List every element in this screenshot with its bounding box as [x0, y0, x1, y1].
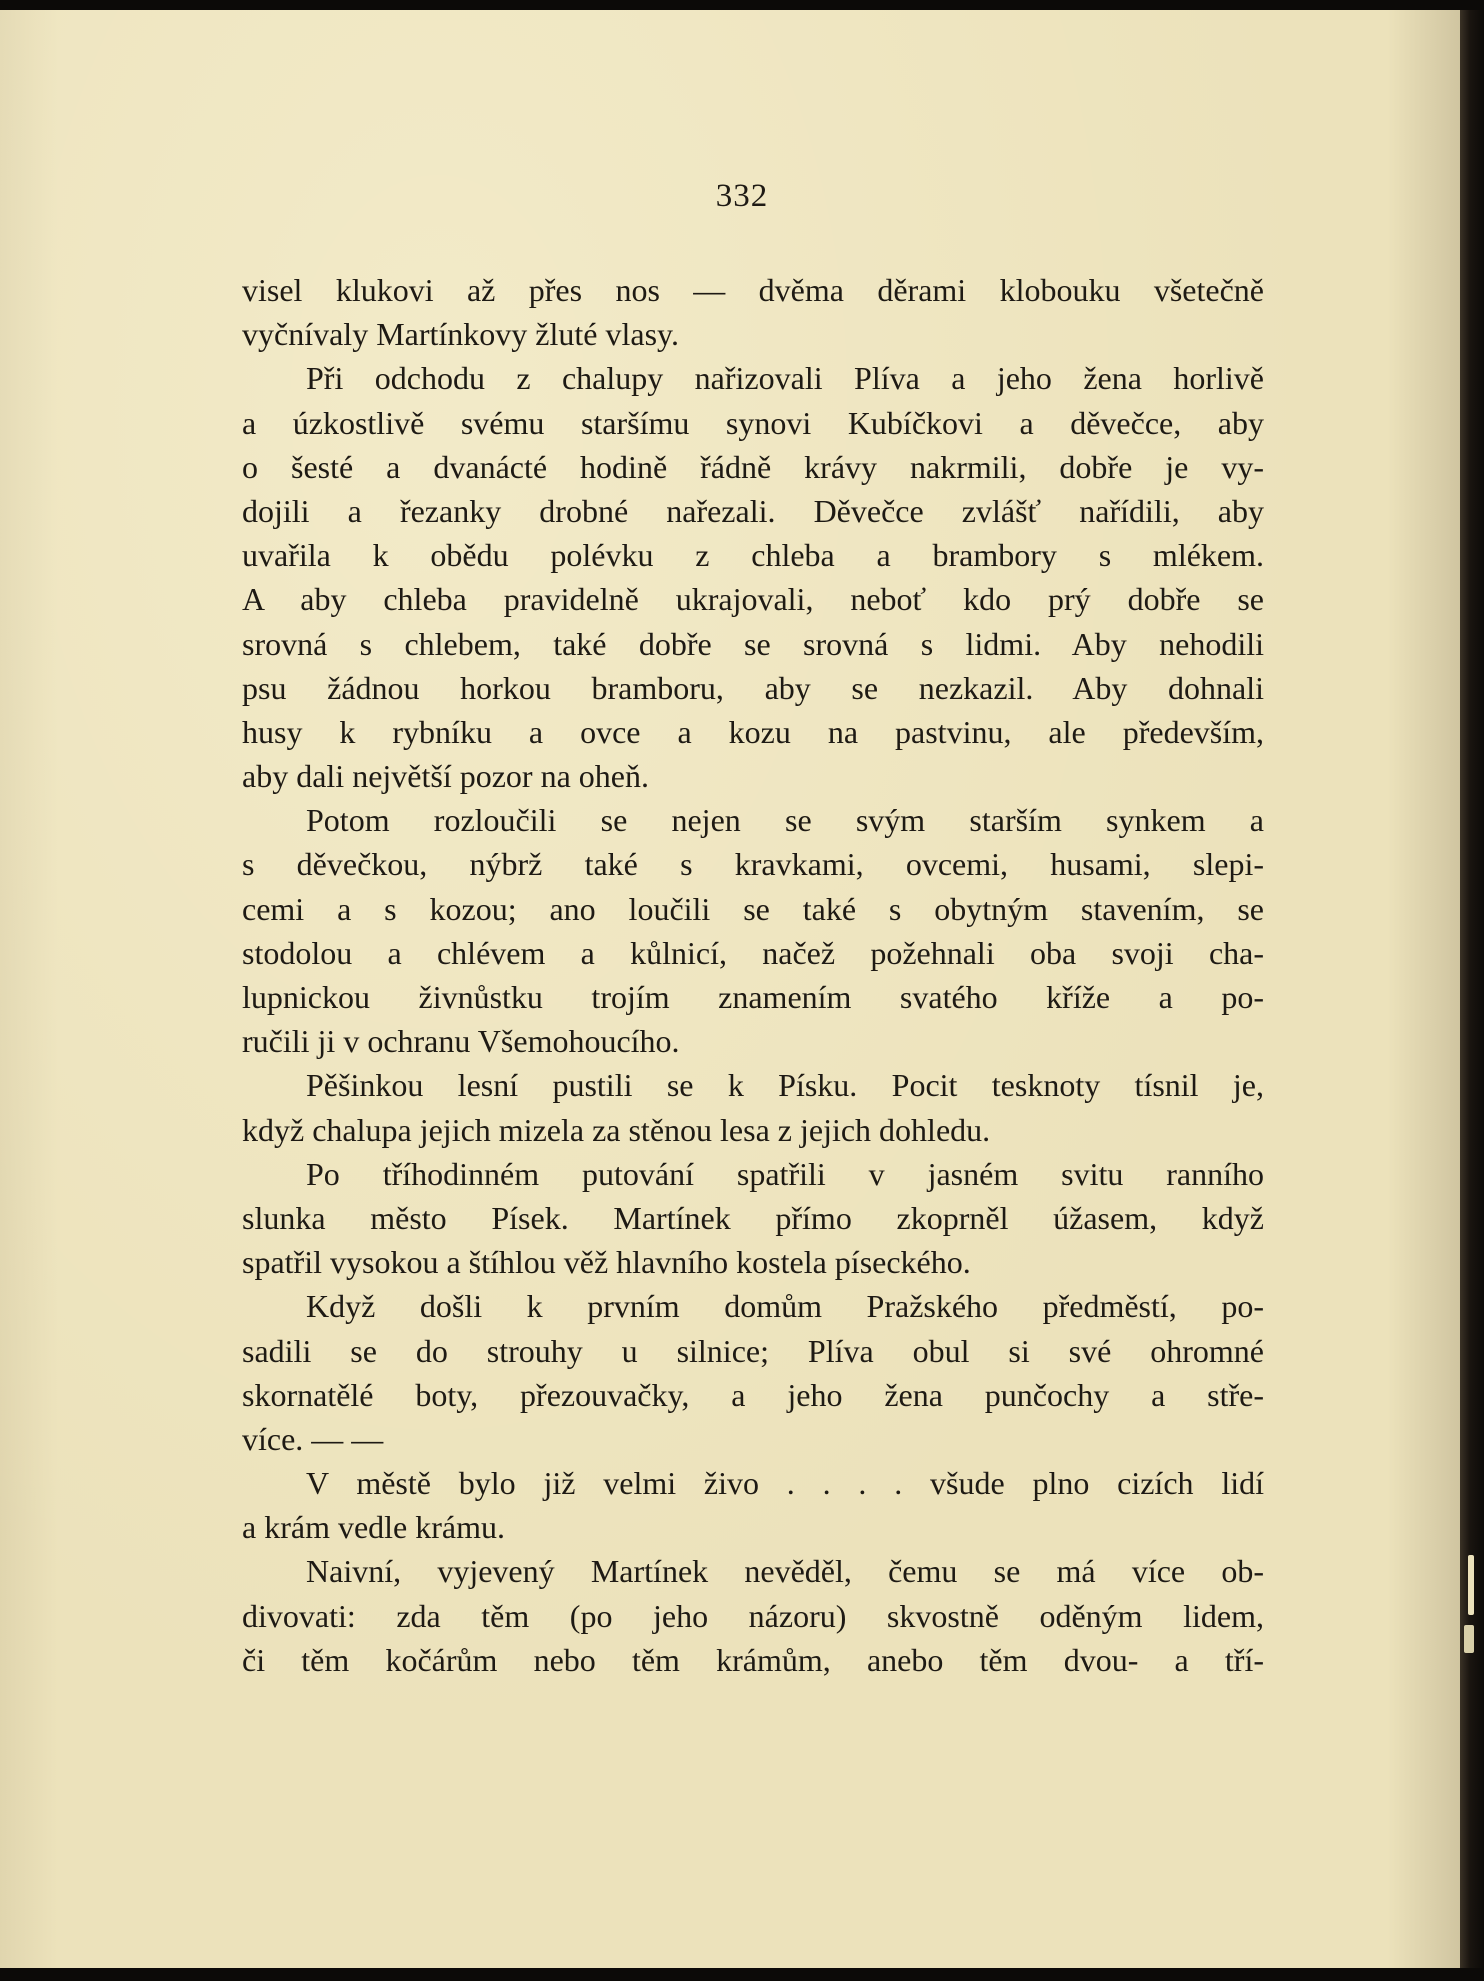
text-line: a krám vedle krámu.	[242, 1509, 505, 1546]
text-line: ručili ji v ochranu Všemohoucího.	[242, 1023, 680, 1060]
book-page	[0, 10, 1460, 1968]
text-line: a úzkostlivě svému staršímu synovi Kubíčkovi a děvečce, aby	[242, 404, 1264, 441]
text-line: více. — —	[242, 1420, 384, 1457]
text-line: či těm kočárům nebo těm krámům, anebo těm dvou- a tří-	[242, 1641, 1264, 1678]
text-line: sadili se do strouhy u silnice; Plíva obul si své ohromné	[242, 1332, 1264, 1369]
text-line: když chalupa jejich mizela za stěnou lesa z jejich dohledu.	[242, 1111, 991, 1148]
text-line: Naivní, vyjevený Martínek nevěděl, čemu se má více ob-	[306, 1553, 1264, 1590]
edge-mark	[1464, 1625, 1474, 1653]
text-line: Pěšinkou lesní pustili se k Písku. Pocit tesknoty tísnil je,	[306, 1067, 1264, 1104]
body-text	[242, 268, 1264, 1682]
text-line: cemi a s kozou; ano loučili se také s obytným stavením, se	[242, 890, 1264, 927]
text-line: Když došli k prvním domům Pražského předměstí, po-	[306, 1288, 1264, 1325]
text-line: V městě bylo již velmi živo . . . . všude plno cizích lidí	[306, 1465, 1264, 1502]
page-number: 332	[715, 178, 769, 214]
text-line: Po tříhodinném putování spatřili v jasném svitu ranního	[306, 1155, 1264, 1192]
text-line: uvařila k obědu polévku z chleba a brambory s mlékem.	[242, 537, 1264, 574]
text-line: Při odchodu z chalupy nařizovali Plíva a jeho žena horlivě	[306, 360, 1264, 397]
text-line: skornatělé boty, přezouvačky, a jeho žena punčochy a stře-	[242, 1376, 1264, 1413]
text-line: divovati: zda těm (po jeho názoru) skvostně oděným lidem,	[242, 1597, 1264, 1634]
text-line: visel klukovi až přes nos — dvěma děrami klobouku všetečně	[242, 272, 1264, 308]
text-line: srovná s chlebem, také dobře se srovná s lidmi. Aby nehodili	[242, 625, 1264, 662]
text-line: psu žádnou horkou bramboru, aby se nezkazil. Aby dohnali	[242, 669, 1264, 706]
page-edge-shadow	[1460, 10, 1484, 1968]
text-line: Potom rozloučili se nejen se svým starším synkem a	[306, 802, 1264, 839]
text-line: dojili a řezanky drobné nařezali. Děvečce zvlášť nařídili, aby	[242, 492, 1264, 529]
text-line: husy k rybníku a ovce a kozu na pastvinu, ale především,	[242, 713, 1264, 750]
text-line: A aby chleba pravidelně ukrajovali, neboť kdo prý dobře se	[242, 581, 1264, 618]
text-line: lupnickou živnůstku trojím znamením svatého kříže a po-	[242, 979, 1264, 1015]
text-line: aby dali největší pozor na oheň.	[242, 758, 649, 795]
text-line: s děvečkou, nýbrž také s kravkami, ovcemi, husami, slepi-	[242, 846, 1264, 883]
text-line: vyčnívaly Martínkovy žluté vlasy.	[242, 316, 679, 353]
text-line: slunka město Písek. Martínek přímo zkoprněl úžasem, když	[242, 1199, 1264, 1236]
text-line: spatřil vysokou a štíhlou věž hlavního kostela píseckého.	[242, 1244, 971, 1281]
edge-mark	[1468, 1555, 1474, 1615]
text-line: stodolou a chlévem a kůlnicí, načež požehnali oba svoji cha-	[242, 934, 1264, 971]
text-line: o šesté a dvanácté hodině řádně krávy nakrmili, dobře je vy-	[242, 448, 1264, 485]
